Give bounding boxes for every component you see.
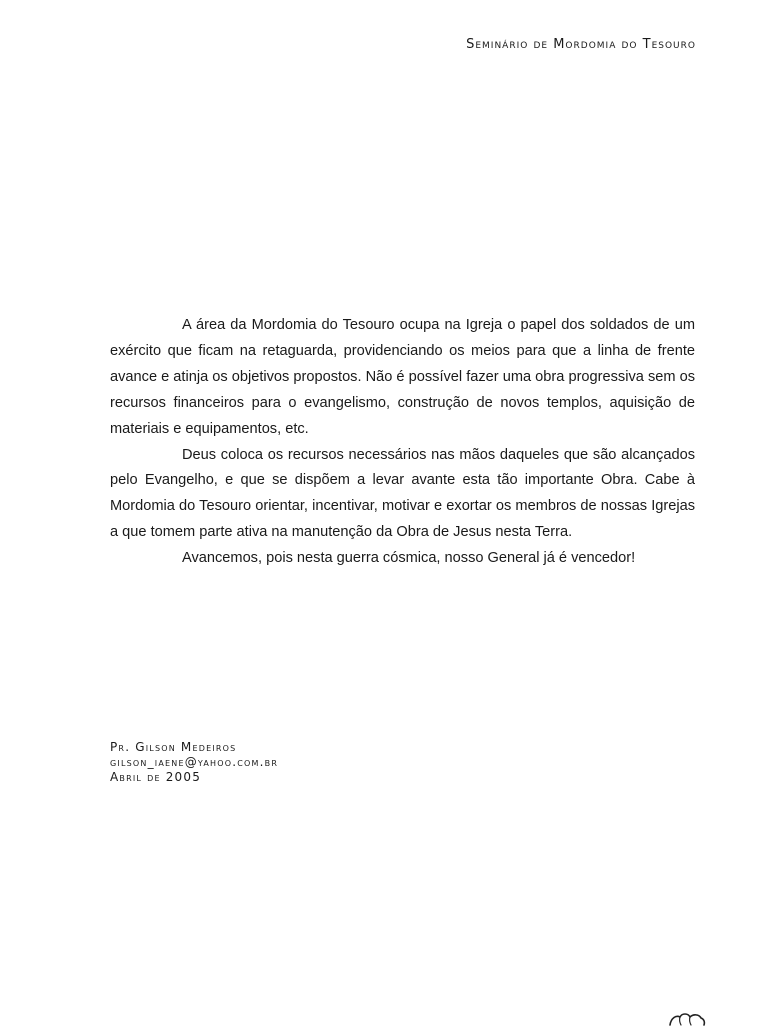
paragraph-3: Avancemos, pois nesta guerra cósmica, nosso General já é vencedor! bbox=[182, 550, 636, 567]
body-text bbox=[110, 313, 695, 572]
signature-email: gilson_iaene@yahoo.com.br bbox=[110, 755, 279, 769]
signature-block bbox=[110, 740, 278, 785]
signature-date: Abril de 2005 bbox=[110, 770, 202, 784]
paragraph-1: A área da Mordomia do Tesouro ocupa na Igreja o papel dos soldados de um exército que ficam na retaguarda, providenciando os meios para que a linha de frente avance e atinja os objetivos propostos. Não é possível fazer uma obra progressiva sem os recursos financeiros para o evangelismo, construção de novos templos, aquisição de materiais e equipamentos, etc. bbox=[110, 317, 695, 437]
signature-name: Pr. Gilson Medeiros bbox=[110, 740, 237, 754]
paragraph-2: Deus coloca os recursos necessários nas mãos daqueles que são alcançados pelo Evangelho, e que se dispõem a levar avante esta tão importante Obra. Cabe à Mordomia do Tesouro orientar, incentivar, motivar e exortar os membros de nossas Igrejas a que tomem parte ativa na manutenção da Obra de Jesus nesta Terra. bbox=[110, 446, 695, 541]
running-header: Seminário de Mordomia do Tesouro bbox=[466, 37, 696, 52]
